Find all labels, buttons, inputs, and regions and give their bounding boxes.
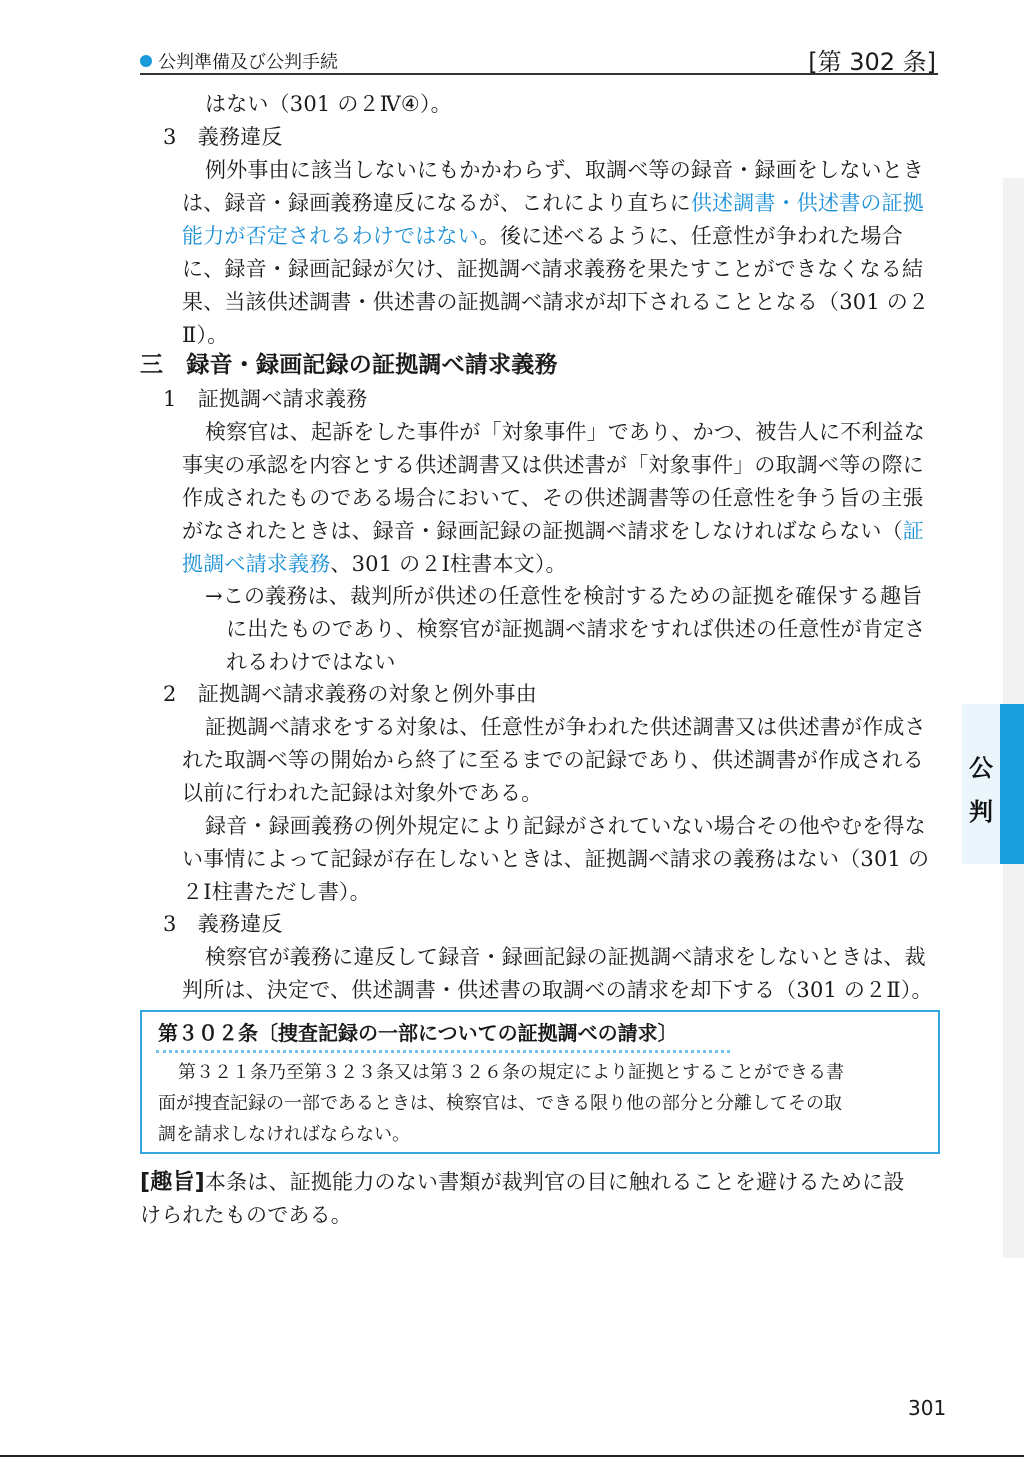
text-line xyxy=(182,220,903,252)
purpose-line-2: けられたものである。 xyxy=(140,1203,352,1227)
text-line: 検察官が義務に違反して録音・録画記録の証拠調べ請求をしないときは、裁 xyxy=(205,945,926,969)
article-line: 第３２１条乃至第３２３条又は第３２６条の規定により証拠とすることができる書 xyxy=(178,1062,844,1083)
text-line: Ⅱ）。 xyxy=(182,323,229,347)
side-tab-char-2: 判 xyxy=(969,798,993,826)
running-header-chapter xyxy=(140,48,338,74)
text-line: に、録音・録画記録が欠け、証拠調べ請求義務を果たすことができなくなる結 xyxy=(182,257,924,281)
text-line xyxy=(182,515,924,547)
note-line: れるわけではない xyxy=(226,650,396,674)
text-line: 録音・録画義務の例外規定により記録がされていない場合その他やむを得な xyxy=(205,814,926,838)
highlight-text: 拠調べ請求義務 xyxy=(182,552,331,576)
article-title: 第３０２条〔捜査記録の一部についての証拠調べの請求〕 xyxy=(158,1021,678,1045)
text-span: 、301 の２Ⅰ柱書本文）。 xyxy=(330,552,567,576)
text-line: 作成されたものである場合において、その供述調書等の任意性を争う旨の主張 xyxy=(182,486,924,510)
text-line: 例外事由に該当しないにもかかわらず、取調べ等の録音・録画をしないとき xyxy=(205,158,925,182)
header-rule xyxy=(140,73,938,75)
article-title-underline xyxy=(156,1050,730,1053)
text-line: 事実の承認を内容とする供述調書又は供述書が「対象事件」の取調べ等の際に xyxy=(182,453,924,477)
side-tab-char-1: 公 xyxy=(969,754,993,782)
subheading-3: 3 義務違反 xyxy=(163,125,283,149)
note-line: →この義務は、裁判所が供述の任意性を検討するための証拠を確保する趣旨 xyxy=(205,584,923,608)
bullet-dot-icon xyxy=(140,55,152,67)
text-line xyxy=(182,548,567,580)
subheading-2: 2 証拠調べ請求義務の対象と例外事由 xyxy=(163,682,537,706)
text-line: 果、当該供述調書・供述書の証拠調べ請求が却下されることとなる（301 の２ xyxy=(182,290,930,314)
highlight-text: 供述調書・供述書の証拠 xyxy=(690,191,925,215)
text-span: がなされたときは、録音・録画記録の証拠調べ請求をしなければならない（ xyxy=(182,519,903,543)
article-line: 面が捜査記録の一部であるときは、検察官は、できる限り他の部分と分離してその取 xyxy=(158,1093,842,1114)
text-line: ２Ⅰ柱書ただし書）。 xyxy=(182,880,371,904)
purpose-line xyxy=(140,1166,905,1199)
text-line: 判所は、決定で、供述調書・供述書の取調べの請求を却下する（301 の２Ⅱ）。 xyxy=(182,978,933,1002)
article-line: 調を請求しなければならない。 xyxy=(158,1124,410,1145)
side-tab-label-bg xyxy=(962,704,1000,864)
bottom-rule xyxy=(0,1455,1024,1457)
text-line: 以前に行われた記録は対象外である。 xyxy=(182,781,543,805)
page-number: 301 xyxy=(908,1396,947,1420)
subheading-1: 1 証拠調べ請求義務 xyxy=(163,387,368,411)
article-number-header: [第 302 条] xyxy=(808,48,936,76)
note-line: に出たものであり、検察官が証拠調べ請求をすれば供述の任意性が肯定さ xyxy=(226,617,926,641)
text-span: 。後に述べるように、任意性が争われた場合 xyxy=(478,224,903,248)
section-heading: 三 録音・録画記録の証拠調べ請求義務 xyxy=(140,351,558,378)
highlight-text: 証 xyxy=(902,519,924,543)
text-line: い事情によって記録が存在しないときは、証拠調べ請求の義務はない（301 の xyxy=(182,847,930,871)
highlight-text: 能力が否定されるわけではない xyxy=(182,224,479,248)
subheading-3b: 3 義務違反 xyxy=(163,912,283,936)
text-line: はない（301 の２Ⅳ④）。 xyxy=(205,92,452,116)
purpose-text: 本条は、証拠能力のない書類が裁判官の目に触れることを避けるために設 xyxy=(204,1170,905,1194)
purpose-label: [趣旨] xyxy=(140,1170,205,1195)
text-line: 検察官は、起訴をした事件が「対象事件」であり、かつ、被告人に不利益な xyxy=(205,420,925,444)
text-line: れた取調べ等の開始から終了に至るまでの記録であり、供述調書が作成される xyxy=(182,748,924,772)
text-span: は、録音・録画義務違反になるが、これにより直ちに xyxy=(182,191,691,215)
text-line xyxy=(182,187,924,219)
chapter-title: 公判準備及び公判手続 xyxy=(158,52,338,73)
text-line: 証拠調べ請求をする対象は、任意性が争われた供述調書又は供述書が作成さ xyxy=(205,715,926,739)
